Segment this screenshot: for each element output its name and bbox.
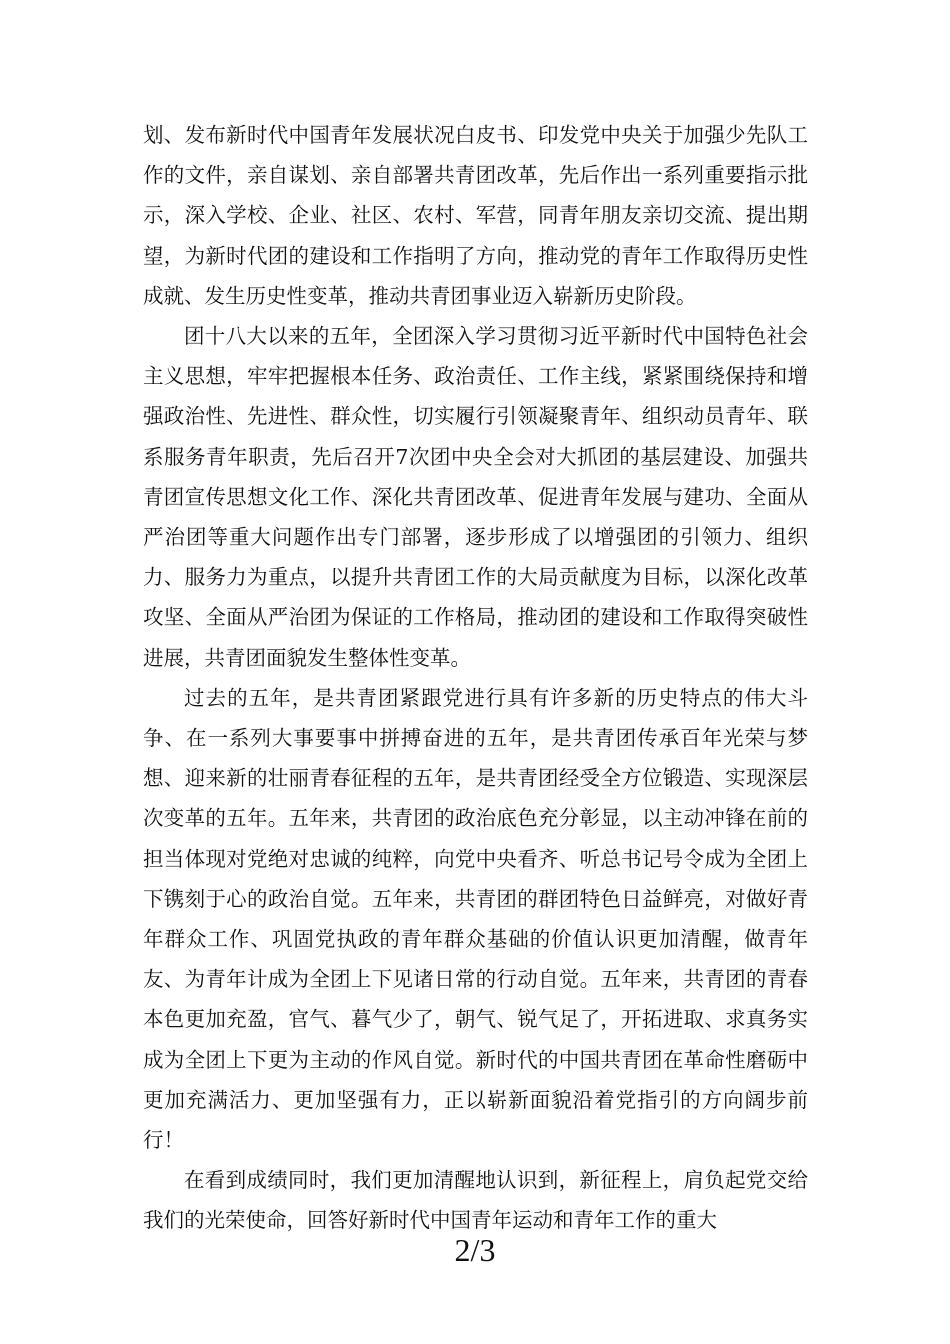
page-number: 2/3 — [454, 1232, 496, 1268]
paragraph-4: 在看到成绩同时，我们更加清醒地认识到，新征程上，肩负起党交给我们的光荣使命，回答好新时代中国青年运动和青年工作的重大 — [143, 1168, 808, 1233]
paragraph-2: 团十八大以来的五年，全团深入学习贯彻习近平新时代中国特色社会主义思想，牢牢把握根本任务、政治责任、工作主线，紧紧围绕保持和增强政治性、先进性、群众性，切实履行引领凝聚青年、组织动员青年、联系服务青年职责，先后召开7次团中央全会对大抓团的基层建设、加强共青团宣传思想文化工作、深化共青团改革、促进青年发展与建功、全面从严治团等重大问题作出专门部署，逐步形成了以增强团的引领力、组织力、服务力为重点，以提升共青团工作的大局贡献度为目标，以深化改革攻坚、全面从严治团为保证的工作格局，推动团的建设和工作取得突破性进展，共青团面貌发生整体性变革。 — [143, 324, 808, 670]
paragraph-3: 过去的五年，是共青团紧跟党进行具有许多新的历史特点的伟大斗争、在一系列大事要事中拼搏奋进的五年，是共青团传承百年光荣与梦想、迎来新的壮丽青春征程的五年，是共青团经受全方位锻造、实现深层次变革的五年。五年来，共青团的政治底色充分彰显，以主动冲锋在前的担当体现对党绝对忠诚的纯粹，向党中央看齐、听总书记号令成为全团上下镌刻于心的政治自觉。五年来，共青团的群团特色日益鲜亮，对做好青年群众工作、巩固党执政的青年群众基础的价值认识更加清醒，做青年友、为青年计成为全团上下见诸日常的行动自觉。五年来，共青团的青春本色更加充盈，官气、暮气少了，朝气、锐气足了，开拓进取、求真务实成为全团上下更为主动的作风自觉。新时代的中国共青团在革命性磨砺中更加充满活力、更加坚强有力，正以崭新面貌沿着党指引的方向阔步前行！ — [143, 685, 808, 1153]
paragraph-1: 划、发布新时代中国青年发展状况白皮书、印发党中央关于加强少先队工作的文件，亲自谋划、亲自部署共青团改革，先后作出一系列重要指示批示，深入学校、企业、社区、农村、军营，同青年朋友亲切交流、提出期望，为新时代团的建设和工作指明了方向，推动党的青年工作取得历史性成就、发生历史性变革，推动共青团事业迈入崭新历史阶段。 — [143, 123, 808, 308]
body-text — [143, 115, 808, 1241]
